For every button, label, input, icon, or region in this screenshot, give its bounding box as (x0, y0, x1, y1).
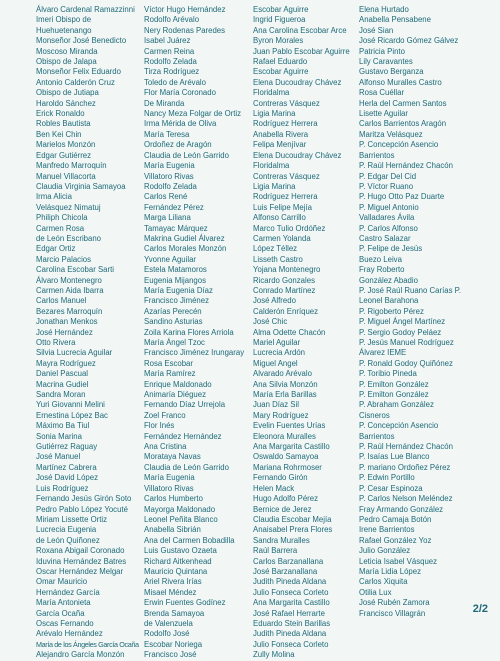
signatory-name: Máximo Ba Tiul (36, 421, 90, 431)
signatory-name: Carlos Barzanallana (253, 556, 324, 566)
signatory-name: María Lidia López (359, 566, 421, 576)
signatory-name: María Antonieta (36, 598, 91, 608)
signatory-name: Eduardo Stein Barillas (253, 618, 331, 628)
signatory-name: María de los Ángeles García Ocaña (36, 639, 139, 649)
signatory-name: P. Jesús Manuel Rodríguez (359, 338, 454, 347)
signatory-name: Monseñor Felix Eduardo (36, 67, 121, 77)
signatory-name: Irene Barrientos (359, 525, 415, 535)
signatory-name: María Erla Barillas (253, 390, 317, 400)
signatory-name: Moscoso Miranda (36, 46, 98, 56)
signatory-name: Morataya Navas (144, 452, 201, 462)
signatory-name: P. Isaías Lue Blanco (359, 452, 430, 462)
signatory-name: Álvaro Cardenal Ramazzinni (36, 5, 135, 14)
signatory-name: Zully Molina (253, 650, 295, 660)
signatory-name: Fernando Jesús Girón Soto (36, 494, 132, 504)
signatory-name: Rosa Cuéllar (359, 88, 405, 98)
signatory-name: Sandino Asturias (144, 317, 203, 327)
signatory-name: María Eugenia (144, 473, 195, 483)
signatory-name: Fernández Hernández (144, 431, 222, 441)
signatory-name: Rodolfo Zelada (144, 57, 197, 67)
signatory-name: Calderón Enríquez (253, 306, 319, 316)
signatories-columns (36, 5, 500, 661)
signatory-name: Flor Inés (144, 421, 175, 431)
signatory-name: Rafael Eduardo (253, 57, 308, 67)
signatory-name: Luis Felipe Mejía (253, 202, 312, 212)
signatory-name: Edgar Ortiz (36, 244, 76, 254)
signatory-name: P. Cesar Espinoza (359, 483, 423, 493)
signatory-name: Anabella Pensabene (359, 15, 431, 25)
signatory-name: Anabella Sibrián (144, 525, 201, 535)
signatory-name: Arévalo Hernández (36, 629, 103, 639)
signatory-name: Velásquez Nimatuj (36, 202, 101, 212)
signatory-name: Monseñor José Benedicto (36, 36, 127, 46)
signatory-name: P. Concepción Asencio (359, 140, 439, 150)
signatory-name: Flor María Coronado (144, 88, 216, 98)
names-column-4 (359, 5, 479, 661)
signatory-name: Bezares Marroquín (36, 306, 103, 316)
signatory-name: Eugenia Mijangos (144, 275, 206, 285)
signatory-name: Mayra Rodríguez (36, 358, 96, 368)
names-column-1 (36, 5, 144, 661)
signatory-name: Lucrecia Ardón (253, 348, 306, 358)
signatory-name: Mary Rodríguez (253, 410, 309, 420)
signatory-name: Pedro Pablo López Yocuté (36, 504, 128, 514)
signatory-name: Castro Salazar (359, 233, 411, 243)
signatory-name: P. José Raúl Ruano Carías P. (359, 285, 461, 295)
signatory-name: Zoila Karina Flores Arriola (144, 327, 234, 337)
signatory-name: Mauricio Quintana (144, 566, 208, 576)
signatory-name: Yojana Montenegro (253, 265, 321, 275)
signatory-name: Ordoñez de Aragón (144, 140, 212, 150)
signatory-name: Antonio Calderón Cruz (36, 77, 115, 87)
signatory-name: Marielos Monzón (36, 140, 96, 150)
signatory-name: Rodolfo Arévalo (144, 15, 200, 25)
signatory-name: Floridalma (253, 88, 290, 98)
signatory-name: Yvonne Aguilar (144, 254, 197, 264)
signatory-name: P. Concepción Asencio (359, 421, 439, 431)
signatory-name: Villatoro Rivas (144, 483, 194, 493)
signatory-name: Sandra Moran (36, 390, 86, 400)
signatory-name: Julio Fonseca Corleto (253, 587, 329, 597)
signatory-name: de Valenzuela (144, 618, 193, 628)
signatory-name: Álvarez IEME (359, 348, 407, 358)
signatory-name: Bernice de Jerez (253, 504, 312, 514)
signatory-name: Carlos Morales Monzón (144, 244, 227, 254)
signatory-name: González Abadio (359, 275, 418, 285)
signatory-name: Escobar Aguirre (253, 5, 309, 14)
signatory-name: Carlos Humberto (144, 494, 203, 504)
signatory-name: Juan Pablo Escobar Aguirre (253, 46, 350, 56)
signatory-name: Otto Rivera (36, 338, 76, 347)
signatory-name: Alejandro García Monzón (36, 650, 125, 660)
signatory-name: José Hernández (36, 327, 93, 337)
signatory-name: P. Emilton González (359, 390, 429, 400)
signatory-name: Francisco Villagrán (359, 608, 426, 618)
names-column-2 (144, 5, 253, 661)
signatory-name: Villatoro Rivas (144, 171, 194, 181)
signatory-name: Yuri Giovanni Melini (36, 400, 105, 410)
signatory-name: Francisco Jiménez Irungaray (144, 348, 245, 358)
signatory-name: Ana Cristina (144, 442, 187, 452)
signatory-name: Claudia de León Garrido (144, 150, 229, 160)
signatory-name: Rosa Escobar (144, 358, 193, 368)
signatory-name: Ligia Marina (253, 181, 296, 191)
signatory-name: P. Raúl Hernández Chacón (359, 161, 453, 171)
signatory-name: Rodríguez Herrera (253, 119, 318, 129)
signatory-name: Álvaro Montenegro (36, 275, 102, 285)
signatory-name: Imeri Obispo de (36, 15, 92, 25)
signatory-name: Judith Pineda Aldana (253, 577, 327, 587)
signatory-name: Víctor Hugo Hernández (144, 5, 226, 14)
signatory-name: Fray Armando González (359, 504, 444, 514)
signatory-name: Byron Morales (253, 36, 304, 46)
signatory-name: Ben Kei Chin (36, 129, 82, 139)
signatory-name: Nancy Meza Folgar de Ortiz (144, 109, 242, 119)
signatory-name: Escobar Noriega (144, 639, 203, 649)
signatory-name: Azarías Perecén (144, 306, 202, 316)
signatory-name: Ligia Marina (253, 109, 296, 119)
signatory-name: Robles Bautista (36, 119, 91, 129)
signatory-name: Carmen Yolanda (253, 233, 311, 243)
signatory-name: María Eugenia Díaz (144, 285, 213, 295)
signatory-name: Irma Alicia (36, 192, 72, 202)
signatory-name: Isabel Juárez (144, 36, 191, 46)
signatory-name: Alma Odette Chacón (253, 327, 326, 337)
signatory-name: Oswaldo Samayoa (253, 452, 319, 462)
signatory-name: Oscas Fernando (36, 618, 94, 628)
signatory-name: Carlos Manuel (36, 296, 87, 306)
signatory-name: Felipa Menjívar (253, 140, 307, 150)
signatory-name: P. Emilton González (359, 379, 429, 389)
signatory-name: Valladares Ávila (359, 213, 415, 223)
signatory-name: Carmen Rosa (36, 223, 85, 233)
signatory-name: José Chic (253, 317, 288, 327)
signatory-name: Makrina Gudiel Álvarez (144, 233, 225, 243)
signatory-name: Ana Margarita Castillo (253, 442, 330, 452)
signatory-name: Sonia Marina (36, 431, 82, 441)
signatory-name: Iduvina Hernández Batres (36, 556, 127, 566)
signatory-name: Carlos Barrientos Aragón (359, 119, 447, 129)
signatory-name: José David López (36, 473, 98, 483)
signatory-name: Alfonso Muralles Castro (359, 77, 442, 87)
signatory-name: Patricia Pinto (359, 46, 405, 56)
signatory-name: Mayorga Maldonado (144, 504, 216, 514)
signatory-name: Lisseth Castro (253, 254, 303, 264)
signatory-name: Irma Mérida de Oliva (144, 119, 217, 129)
signatory-name: P. Raúl Hernández Chacón (359, 442, 453, 452)
signatory-name: Carolina Escobar Sarti (36, 265, 115, 275)
signatory-name: Lucrecia Eugenia (36, 525, 97, 535)
signatory-name: Animaría Diéguez (144, 390, 206, 400)
signatory-name: Ana del Carmen Bobadilla (144, 535, 235, 545)
signatory-name: Erwin Fuentes Godínez (144, 598, 226, 608)
signatory-name: María Teresa (144, 129, 190, 139)
signatory-name: P. Abraham González (359, 400, 434, 410)
signatory-name: Francisco José (144, 650, 197, 660)
signatory-name: Lisette Aguilar (359, 109, 408, 119)
signatory-name: Pedro Camaja Botón (359, 514, 432, 524)
signatory-name: Carmen Reina (144, 46, 195, 56)
signatory-name: Helen Mack (253, 483, 295, 493)
signatory-name: Leonel Peñita Blanco (144, 514, 218, 524)
signatory-name: Fernando Díaz Urrejola (144, 400, 226, 410)
signatory-name: José Ricardo Gómez Gálvez (359, 36, 459, 46)
signatory-name: José Manuel (36, 452, 81, 462)
signatory-name: Claudia Escobar Mejía (253, 514, 332, 524)
signatory-name: P. Carlos Nelson Meléndez (359, 494, 453, 504)
signatory-name: Tamayac Márquez (144, 223, 208, 233)
signatory-name: Gutiérrez Raguay (36, 442, 98, 452)
signatory-name: Rodolfo José (144, 629, 190, 639)
signatory-name: Richard Aitkenhead (144, 556, 212, 566)
signatory-name: Elena Hurtado (359, 5, 409, 14)
signatory-name: Claudia de León Garrido (144, 462, 229, 472)
signatory-name: López Téllez (253, 244, 298, 254)
signatory-name: Rodolfo Zelada (144, 181, 197, 191)
signatory-name: Juan Díaz Sil (253, 400, 299, 410)
signatory-name: Contreras Vásquez (253, 171, 320, 181)
signatory-name: Omar Mauricio (36, 577, 88, 587)
signatory-name: Marcio Palacios (36, 254, 92, 264)
signatory-name: Raúl Barrera (253, 546, 298, 556)
signatory-name: Barrientos (359, 150, 395, 160)
signatory-name: P. Carlos Alfonso (359, 223, 418, 233)
signatory-name: Rafael González Yoz (359, 535, 432, 545)
signatory-name: Miguel Angel (253, 358, 298, 368)
signatory-name: Oscar Hernández Melgar (36, 566, 124, 576)
signatory-name: Macrina Gudiel (36, 379, 89, 389)
signatory-name: Contreras Vásquez (253, 98, 320, 108)
signatory-name: Judith Pineda Aldana (253, 629, 327, 639)
signatory-name: Toledo de Arévalo (144, 77, 206, 87)
signatory-name: Julio Fonseca Corleto (253, 639, 329, 649)
signatory-name: Ricardo Gonzales (253, 275, 315, 285)
signatory-name: Evelin Fuentes Urías (253, 421, 326, 431)
signatory-name: Alfonso Carrillo (253, 213, 306, 223)
signatory-name: Alvarado Arévalo (253, 369, 312, 379)
signatory-name: Carmen Aida Ibarra (36, 285, 104, 295)
signatory-name: P. Felipe de Jesús (359, 244, 423, 254)
signatory-name: Jonathan Menkos (36, 317, 98, 327)
signatory-name: Nery Rodenas Paredes (144, 25, 226, 35)
signatory-name: Brenda Samayoa (144, 608, 205, 618)
signatory-name: Conrado Martínez (253, 285, 316, 295)
signatory-name: Philiph Chicola (36, 213, 88, 223)
signatory-name: P. Miguel Ángel Martínez (359, 317, 446, 327)
signatory-name: Hugo Adolfo Pérez (253, 494, 319, 504)
signatory-name: Maritza Velásquez (359, 129, 423, 139)
signatory-name: José Sian (359, 25, 394, 35)
signatory-name: Ana Silvia Monzón (253, 379, 318, 389)
signatory-name: Miriam Lissette Ortiz (36, 514, 108, 524)
signatory-name: Julio González (359, 546, 411, 556)
signatory-name: Ernestina López Bac (36, 410, 108, 420)
signatory-name: Leonel Barahona (359, 296, 419, 306)
signatory-name: P. Ronald Godoy Quiñónez (359, 358, 453, 368)
signatory-name: Manuel Villacorta (36, 171, 96, 181)
signatory-name: P. mariano Ordoñez Pérez (359, 462, 451, 472)
signatory-name: Tirza Rodríguez (144, 67, 200, 77)
signatory-name: Ariel Rivera Irías (144, 577, 202, 587)
signatory-name: Obispo de Jalapa (36, 57, 97, 67)
signatory-name: Haroldo Sánchez (36, 98, 96, 108)
signatory-name: Zoel Franco (144, 410, 186, 420)
signatory-name: Ana Margarita Castillo (253, 598, 330, 608)
signatory-name: Anaisabel Prera Flores (253, 525, 333, 535)
signatory-name: Hernández García (36, 587, 100, 597)
signatory-name: P. Miguel Antonio (359, 202, 419, 212)
signatory-name: P. Edgar Del Cid (359, 171, 417, 181)
signatory-name: José Rafael Herrarte (253, 608, 325, 618)
signatory-name: Ana Carolina Escobar Arce (253, 25, 347, 35)
signatory-name: Fernando Girón (253, 473, 308, 483)
signatory-name: Marga Liliana (144, 213, 191, 223)
signatory-name: Herla del Carmen Santos (359, 98, 447, 108)
signatory-name: Misael Méndez (144, 587, 197, 597)
signatory-name: Erick Ronaldo (36, 109, 85, 119)
page-number: 2/2 (472, 603, 488, 615)
signatory-name: Fray Roberto (359, 265, 405, 275)
signatory-name: Mariel Aguilar (253, 338, 301, 347)
signatory-name: P. Hugo Otto Paz Duarte (359, 192, 445, 202)
signatory-name: Luis Gustavo Ozaeta (144, 546, 217, 556)
signatory-name: P. Rigoberto Pérez (359, 306, 424, 316)
signatory-name: Martínez Cabrera (36, 462, 97, 472)
signatory-name: Cisneros (359, 410, 390, 420)
signatory-name: Fernández Pérez (144, 202, 204, 212)
signatory-name: Claudia Virginia Samayoa (36, 181, 126, 191)
signatory-name: Luis Rodríguez (36, 483, 89, 493)
signatory-name: Floridalma (253, 161, 290, 171)
signatory-name: María Ramírez (144, 369, 196, 379)
signatory-name: P. Edwin Portillo (359, 473, 415, 483)
signatory-name: José Rubén Zamora (359, 598, 430, 608)
signatory-name: Buezo Leiva (359, 254, 402, 264)
signatory-name: García Ocaña (36, 608, 85, 618)
signatory-name: Huehuetenango (36, 25, 92, 35)
signatory-name: Elena Ducoudray Chávez (253, 150, 342, 160)
signatory-name: José Barzanallana (253, 566, 318, 576)
signatory-name: Roxana Abigail Coronado (36, 546, 125, 556)
signatory-name: Marco Tulio Ordóñez (253, 223, 326, 233)
signatory-name: Barrientos (359, 431, 395, 441)
signatory-name: María Eugenia (144, 161, 195, 171)
signatory-name: Obispo de Jutiapa (36, 88, 99, 98)
signatory-name: Enrique Maldonado (144, 379, 212, 389)
signatory-name: Elena Ducoudray Chávez (253, 77, 342, 87)
signatory-name: Francisco Jiménez (144, 296, 209, 306)
signatory-name: Escobar Aguirre (253, 67, 309, 77)
signatory-name: Edgar Gutiérrez (36, 150, 92, 160)
signatory-name: Leticia Isabel Vásquez (359, 556, 438, 566)
signatory-name: Silvia Lucrecia Aguilar (36, 348, 113, 358)
signatory-name: Eleonora Muralles (253, 431, 316, 441)
signatory-name: María Ángel Tzoc (144, 338, 205, 347)
signatory-name: Carlos René (144, 192, 188, 202)
signatory-name: Anabella Rivera (253, 129, 309, 139)
signatory-name: Rodríguez Herrera (253, 192, 318, 202)
names-column-3 (253, 5, 359, 661)
signatory-name: Mariana Rohrmoser (253, 462, 322, 472)
signatory-name: de León Quiñonez (36, 535, 100, 545)
signatory-name: P. Toribio Pineda (359, 369, 417, 379)
signatory-name: Carlos Xiquita (359, 577, 408, 587)
signatory-name: P. Sergio Godoy Peláez (359, 327, 442, 337)
signatory-name: Gustavo Berganza (359, 67, 424, 77)
signatory-name: Lily Caravantes (359, 57, 413, 67)
signatory-name: Ingrid Figueroa (253, 15, 306, 25)
signatory-name: Sandra Muralles (253, 535, 310, 545)
signatory-name: Manfredo Marroquín (36, 161, 107, 171)
signatory-name: José Alfredo (253, 296, 296, 306)
signatory-name: Estela Matamoros (144, 265, 207, 275)
signatory-name: De Miranda (144, 98, 185, 108)
signatory-name: Daniel Pascual (36, 369, 89, 379)
signatory-name: Otilia Lux (359, 587, 392, 597)
signatory-name: de León Escribano (36, 233, 102, 243)
signatory-name: P. Víctor Ruano (359, 181, 414, 191)
